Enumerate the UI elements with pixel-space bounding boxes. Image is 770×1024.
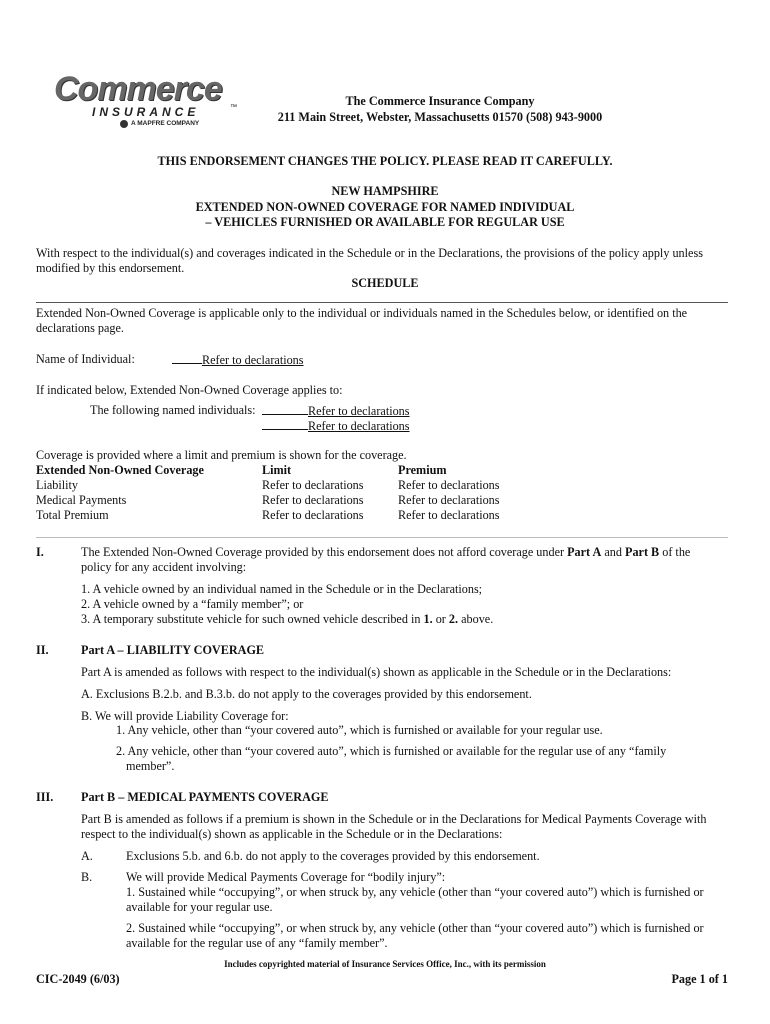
schedule-applic-line-2: declarations page. [36,321,124,335]
section-2-item-b: B. We will provide Liability Coverage for: [81,709,289,723]
section-3-b-label: B. [81,870,93,884]
section-3-intro-line-2: respect to the individual(s) shown as applicable in the Schedule or in the Declarations: [81,827,503,841]
table-header-premium: Premium [398,463,447,477]
schedule-heading: SCHEDULE [351,276,419,290]
named-value-2: Refer to declarations [308,419,410,433]
section-1-text-and: and [601,545,625,559]
section-2-item-b2-line-1: 2. Any vehicle, other than “your covered auto”, which is furnished or available for the regular use of any “family [116,744,667,758]
section-1-line-1 [81,545,690,560]
table-row-medical-premium: Refer to declarations [398,493,500,507]
named-value-1: Refer to declarations [308,404,410,418]
name-blank-line [172,352,202,364]
name-of-individual-label: Name of Individual: [36,352,135,366]
item-3-ref-2: 2. [448,612,459,626]
section-2-intro: Part A is amended as follows with respect to the individual(s) shown as applicable in the Schedule or in the Declarations: [81,665,672,679]
named-individual-2 [262,418,410,434]
section-2-item-b2-line-2: member”. [126,759,175,773]
if-indicated-text: If indicated below, Extended Non-Owned Coverage applies to: [36,383,343,397]
table-row-liability-name: Liability [36,478,78,492]
table-header-coverage: Extended Non-Owned Coverage [36,463,204,477]
section-3-b2-line-2: available for the regular use of any “family member”. [126,936,388,950]
table-row-liability-premium: Refer to declarations [398,478,500,492]
section-3-numeral: III. [36,790,54,804]
section-3-b2-line-1: 2. Sustained while “occupying”, or when struck by, any vehicle (other than “your covered auto”) which is furnished or [126,921,704,935]
schedule-applic-line-1: Extended Non-Owned Coverage is applicable only to the individual or individuals named in the Schedules below, or identified on the [36,306,688,320]
title-line-3: – VEHICLES FURNISHED OR AVAILABLE FOR REGULAR USE [205,215,565,229]
logo-wordmark: Commerce [54,70,222,108]
section-3-a-text: Exclusions 5.b. and 6.b. do not apply to the coverages provided by this endorsement. [126,849,540,863]
form-number: CIC-2049 (6/03) [36,972,120,986]
section-1-item-2: 2. A vehicle owned by a “family member”; or [81,597,304,611]
section-2-heading: Part A – LIABILITY COVERAGE [81,643,265,657]
section-1-text-of: of the [659,545,691,559]
item-3-end: above. [458,612,494,626]
title-state: NEW HAMPSHIRE [331,184,439,198]
section-3-b-text: We will provide Medical Payments Coverage for “bodily injury”: [126,870,446,884]
coverage-intro: Coverage is provided where a limit and premium is shown for the coverage. [36,448,407,462]
named-individual-1 [262,403,410,419]
schedule-end-divider [36,537,728,538]
section-1-part-b: Part B [625,545,660,559]
item-3-ref-1: 1. [423,612,433,626]
section-3-intro-line-1: Part B is amended as follows if a premium is shown in the Schedule or in the Declarations for Medical Payments Coverage with [81,812,707,826]
name-value-text: Refer to declarations [202,353,304,367]
section-1-line-2: policy for any accident involving: [81,560,247,574]
section-3-b1-line-1: 1. Sustained while “occupying”, or when struck by, any vehicle (other than “your covered auto”) which is furnished or [126,885,704,899]
named-blank-line-1 [262,403,308,415]
table-row-liability-limit: Refer to declarations [262,478,364,492]
logo-tagline: A MAPFRE COMPANY [131,120,200,127]
table-row-medical-limit: Refer to declarations [262,493,364,507]
company-address: 211 Main Street, Webster, Massachusetts 01570 (508) 943-9000 [277,110,603,124]
schedule-divider [36,302,728,303]
section-1-numeral: I. [36,545,44,559]
table-row-total-limit: Refer to declarations [262,508,364,522]
table-row-medical-name: Medical Payments [36,493,127,507]
endorsement-notice: THIS ENDORSEMENT CHANGES THE POLICY. PLEASE READ IT CAREFULLY. [157,154,613,168]
section-1-item-3 [81,612,493,627]
section-3-heading: Part B – MEDICAL PAYMENTS COVERAGE [81,790,329,804]
logo-subline: INSURANCE [92,105,200,119]
mapfre-icon [120,120,128,128]
section-2-item-a: A. Exclusions B.2.b. and B.3.b. do not apply to the coverages provided by this endorsement. [81,687,532,701]
logo-trademark: ™ [230,104,237,111]
page-number: Page 1 of 1 [671,972,728,986]
table-row-total-premium: Refer to declarations [398,508,500,522]
company-logo [52,72,242,132]
section-2-item-b1: 1. Any vehicle, other than “your covered auto”, which is furnished or available for your regular use. [116,723,603,737]
section-1-part-a: Part A [567,545,602,559]
table-row-total-name: Total Premium [36,508,109,522]
section-1-item-1: 1. A vehicle owned by an individual named in the Schedule or in the Declarations; [81,582,483,596]
item-3-or: or [432,612,449,626]
section-2-numeral: II. [36,643,49,657]
title-line-2: EXTENDED NON-OWNED COVERAGE FOR NAMED INDIVIDUAL [195,200,575,214]
intro-line-2: modified by this endorsement. [36,261,185,275]
named-individuals-label: The following named individuals: [90,403,256,417]
item-3-text: 3. A temporary substitute vehicle for such owned vehicle described in [81,612,424,626]
company-name: The Commerce Insurance Company [345,94,535,108]
name-of-individual-value [172,352,304,368]
section-3-a-label: A. [81,849,93,863]
section-3-b1-line-2: available for your regular use. [126,900,273,914]
intro-line-1: With respect to the individual(s) and coverages indicated in the Schedule or in the Declarations, the provisions of the policy apply unless [36,246,703,260]
table-header-limit: Limit [262,463,292,477]
copyright-notice: Includes copyrighted material of Insurance Services Office, Inc., with its permission [224,959,546,969]
named-blank-line-2 [262,418,308,430]
section-1-text-a: The Extended Non-Owned Coverage provided by this endorsement does not afford coverage under [81,545,568,559]
